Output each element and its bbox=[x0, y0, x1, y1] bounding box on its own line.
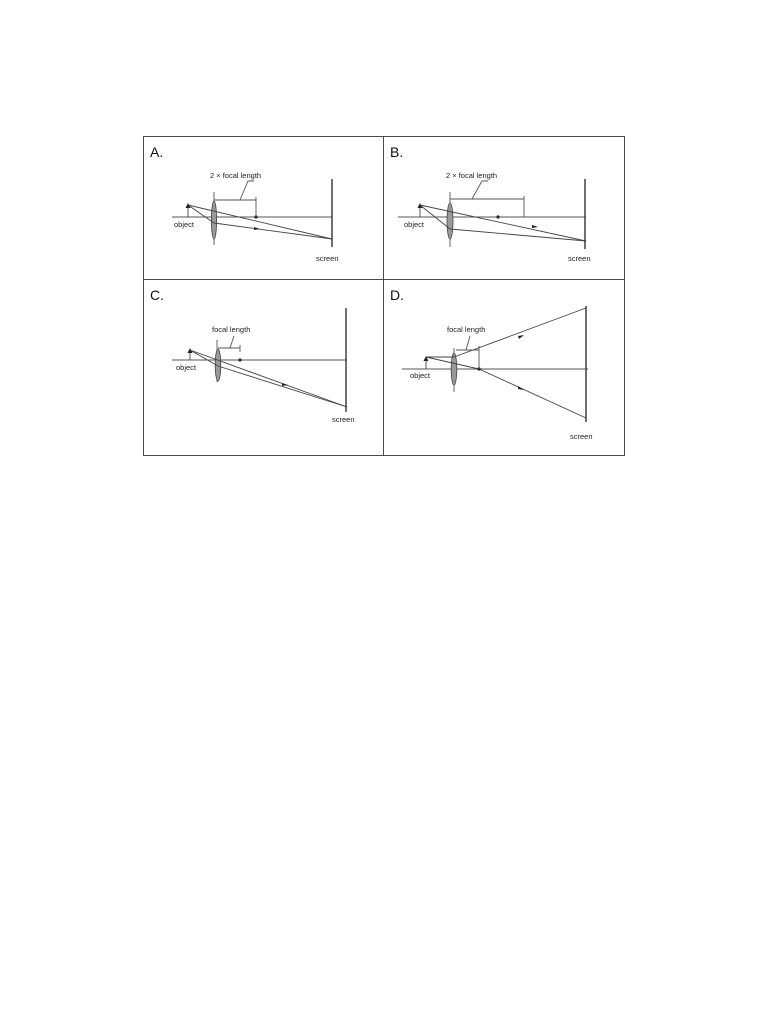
panel-letter: A. bbox=[150, 144, 164, 160]
ray-arrow bbox=[532, 225, 538, 228]
lens bbox=[451, 353, 457, 385]
screen-label: screen bbox=[316, 254, 339, 263]
panel-b-diagram bbox=[384, 137, 624, 280]
label-leader bbox=[240, 181, 254, 200]
distance-label: focal length bbox=[212, 325, 251, 334]
panel-c bbox=[144, 280, 384, 455]
lens bbox=[211, 201, 216, 239]
panel-a bbox=[144, 137, 384, 280]
label-leader bbox=[230, 336, 234, 348]
object-label: object bbox=[174, 220, 195, 229]
ray-lower-out bbox=[218, 366, 347, 407]
label-leader bbox=[466, 336, 470, 350]
screen-label: screen bbox=[568, 254, 591, 263]
lens bbox=[447, 203, 453, 239]
distance-label: focal length bbox=[447, 325, 486, 334]
ray-upper bbox=[188, 205, 332, 239]
ray-upper bbox=[420, 205, 586, 241]
ray-lower-out bbox=[450, 229, 586, 241]
ray-arrow-lower bbox=[518, 386, 524, 390]
distance-label: 2 × focal length bbox=[210, 171, 262, 180]
panel-letter: C. bbox=[150, 287, 164, 303]
panel-d-diagram bbox=[384, 280, 624, 455]
distance-label: 2 × focal length bbox=[446, 171, 498, 180]
ray-diverge-lower bbox=[479, 369, 586, 418]
focal-point bbox=[238, 358, 241, 361]
screen-label: screen bbox=[570, 432, 593, 441]
label-leader bbox=[472, 181, 488, 199]
object-label: object bbox=[404, 220, 425, 229]
panel-d bbox=[384, 280, 624, 455]
panel-letter: B. bbox=[390, 144, 404, 160]
lens-diagram-grid bbox=[143, 136, 625, 456]
screen-label: screen bbox=[332, 415, 355, 424]
panel-c-diagram bbox=[144, 280, 384, 455]
panel-letter: D. bbox=[390, 287, 404, 303]
panel-b bbox=[384, 137, 624, 280]
ray-arrow-upper bbox=[518, 335, 524, 339]
object-label: object bbox=[176, 363, 197, 372]
focal-point bbox=[496, 215, 499, 218]
object-label: object bbox=[410, 371, 431, 380]
ray-upper bbox=[190, 350, 347, 407]
panel-a-diagram bbox=[144, 137, 384, 280]
